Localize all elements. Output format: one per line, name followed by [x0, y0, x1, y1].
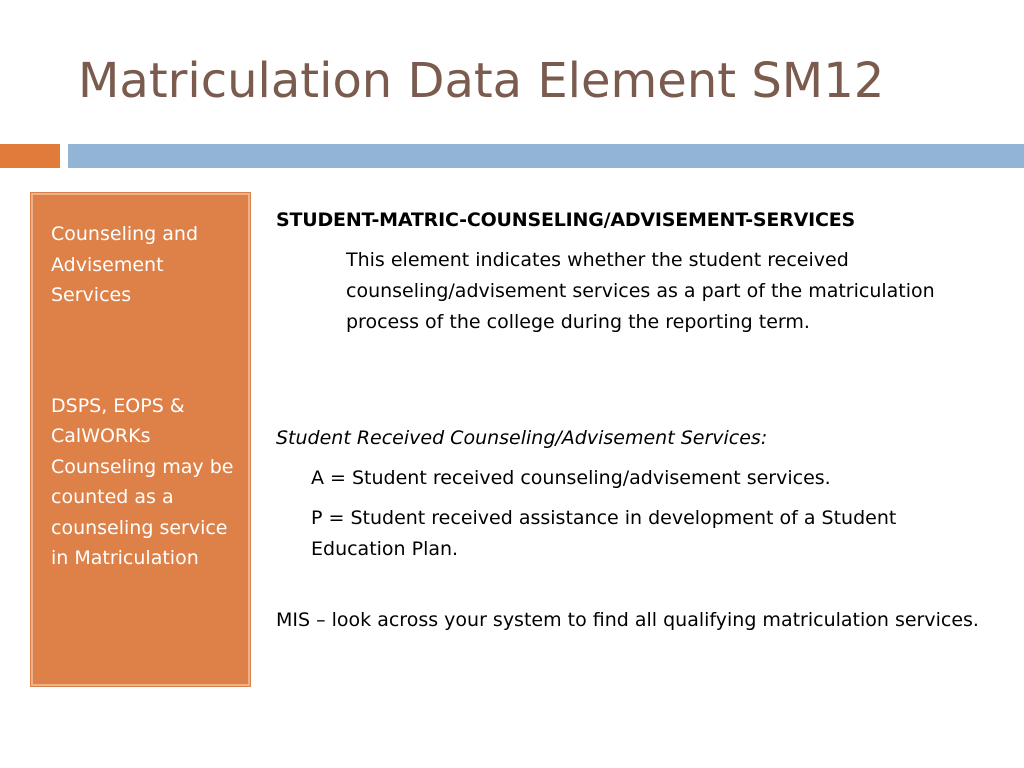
value-item-p: P = Student received assistance in development of a Student Education Plan. [311, 507, 897, 560]
accent-bar-blue [68, 144, 1024, 168]
sidebar-spacer [51, 311, 241, 391]
element-definition: This element indicates whether the student received counseling/advisement services as a part of the matriculation process of the college during the reporting term. [346, 249, 935, 333]
content-area [276, 205, 996, 636]
accent-bar-orange [0, 144, 60, 168]
element-heading: STUDENT-MATRIC-COUNSELING/ADVISEMENT-SERVICES [276, 209, 855, 231]
values-label: Student Received Counseling/Advisement Services: [276, 427, 768, 449]
sidebar-block-dsps: DSPS, EOPS & CalWORKs Counseling may be counted as a counseling service in Matriculation [51, 394, 234, 569]
slide-title: Matriculation Data Element SM12 [78, 53, 885, 109]
sidebar-panel [31, 193, 250, 686]
mis-note: MIS – look across your system to find all qualifying matriculation services. [276, 609, 979, 631]
value-item-a: A = Student received counseling/advisement services. [311, 467, 831, 489]
sidebar-text [51, 219, 241, 574]
sidebar-block-counseling: Counseling and Advisement Services [51, 223, 199, 306]
